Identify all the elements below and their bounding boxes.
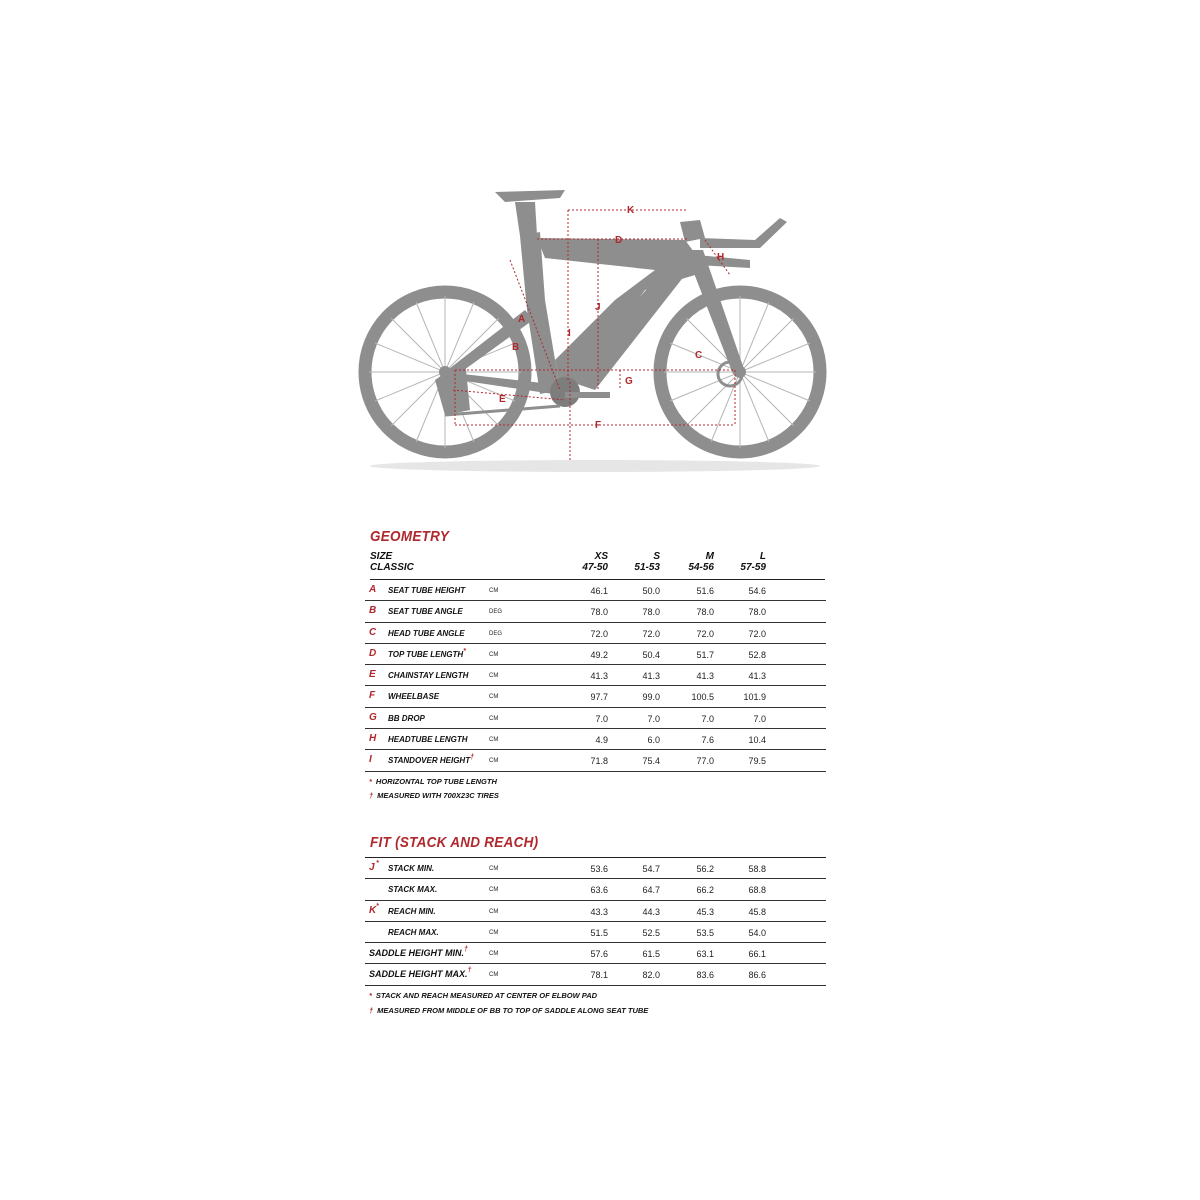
row-unit: CM <box>489 758 499 765</box>
row-letter: K <box>369 904 377 916</box>
geometry-row <box>365 580 826 601</box>
row-name-text: SEAT TUBE HEIGHT <box>388 586 466 595</box>
row-value: 54.0 <box>748 927 766 938</box>
note-mark: † <box>369 1006 374 1015</box>
row-name-mark: † <box>464 946 468 954</box>
geometry-row <box>365 665 826 686</box>
diagram-label-j: J <box>595 302 601 313</box>
row-name-mark: † <box>470 754 474 762</box>
row-value: 7.0 <box>701 713 714 724</box>
row-value: 44.3 <box>642 906 660 917</box>
row-letter-mark: * <box>376 902 379 910</box>
row-value: 61.5 <box>642 949 660 960</box>
row-value: 82.0 <box>642 970 660 981</box>
note-text: STACK AND REACH MEASURED AT CENTER OF ELBOW PAD <box>375 991 598 1000</box>
geometry-row <box>365 750 826 771</box>
row-name-text: REACH MAX. <box>388 927 439 937</box>
row-value: 43.3 <box>590 906 608 917</box>
row-value: 64.7 <box>642 885 660 896</box>
row-name-text: BB DROP <box>388 713 425 723</box>
geometry-row <box>365 708 826 729</box>
row-name <box>388 586 465 595</box>
row-value: 53.5 <box>696 927 714 938</box>
row-value: 41.3 <box>590 671 608 682</box>
fit-row <box>365 964 826 985</box>
row-unit: DEG <box>489 630 503 637</box>
row-letter: I <box>369 754 372 766</box>
row-value: 63.6 <box>590 885 608 896</box>
row-value: 6.0 <box>647 735 660 746</box>
geometry-table <box>365 580 826 772</box>
fit-row <box>365 858 826 879</box>
row-value: 52.5 <box>642 927 660 938</box>
fit-row <box>365 922 826 943</box>
geometry-row <box>365 729 826 750</box>
fit-row <box>365 901 826 922</box>
row-value: 75.4 <box>642 756 660 767</box>
row-value: 7.0 <box>647 713 660 724</box>
geometry-row <box>365 686 826 707</box>
fit-title: FIT (STACK AND REACH) <box>370 834 539 851</box>
row-value: 56.2 <box>696 864 714 874</box>
note-text: MEASURED FROM MIDDLE OF BB TO TOP OF SADDLE ALONG SEAT TUBE <box>377 1006 649 1015</box>
row-name <box>388 671 468 680</box>
row-value: 7.0 <box>753 713 766 724</box>
row-value: 4.9 <box>595 735 608 746</box>
row-name-text: SEAT TUBE ANGLE <box>388 607 463 617</box>
note-mark: * <box>369 991 372 1000</box>
row-value: 79.5 <box>748 756 766 767</box>
row-letter: B <box>369 605 377 617</box>
size-label: SIZE <box>370 551 393 562</box>
row-value: 72.0 <box>748 628 766 639</box>
row-value: 99.0 <box>642 692 660 703</box>
note-text: MEASURED WITH 700X23C TIRES <box>377 791 499 800</box>
row-value: 100.5 <box>691 692 714 703</box>
row-value: 77.0 <box>696 756 714 767</box>
row-value: 72.0 <box>590 628 608 639</box>
fit-note <box>369 991 597 1000</box>
row-name <box>388 864 434 873</box>
size-range: 51-53 <box>634 562 660 573</box>
row-unit: CM <box>489 588 499 594</box>
size-header <box>370 551 825 580</box>
row-value: 51.5 <box>590 927 608 938</box>
fit-row <box>365 943 826 964</box>
geometry-row <box>365 623 826 644</box>
row-value: 101.9 <box>743 692 766 703</box>
row-unit: CM <box>489 908 499 915</box>
geometry-row <box>365 601 826 622</box>
fit-table <box>365 858 826 986</box>
row-letter: G <box>369 711 377 723</box>
row-unit: CM <box>489 715 499 722</box>
row-value: 68.8 <box>748 885 766 896</box>
row-letter: D <box>369 647 377 659</box>
row-name-text: HEAD TUBE ANGLE <box>388 628 465 638</box>
row-unit: CM <box>489 737 499 744</box>
note-text: HORIZONTAL TOP TUBE LENGTH <box>375 777 497 786</box>
row-unit: CM <box>489 651 499 658</box>
row-letter-wrap <box>376 902 379 916</box>
diagram-label-g: G <box>625 376 633 387</box>
row-name <box>388 928 439 937</box>
size-code: M <box>705 551 714 562</box>
size-range: 54-56 <box>688 562 714 573</box>
row-value: 41.3 <box>748 671 766 682</box>
diagram-label-c: C <box>695 350 703 361</box>
row-name-text: STACK MIN. <box>388 864 435 873</box>
row-value: 83.6 <box>696 970 714 981</box>
size-range: 47-50 <box>582 562 608 573</box>
bike-geometry-diagram <box>355 180 835 500</box>
geometry-note <box>369 777 497 786</box>
row-unit: CM <box>489 951 499 958</box>
row-unit: DEG <box>489 609 503 616</box>
row-letter: F <box>369 690 376 702</box>
row-unit: CM <box>489 972 499 979</box>
row-value: 46.1 <box>590 586 608 596</box>
diagram-label-i: I <box>568 328 571 339</box>
row-value: 7.0 <box>595 713 608 724</box>
diagram-label-k: K <box>627 205 635 216</box>
row-letter-wrap <box>376 862 379 873</box>
note-mark: * <box>369 777 372 786</box>
row-value: 63.1 <box>696 949 714 960</box>
row-name-text: STACK MAX. <box>388 885 438 895</box>
row-value: 54.7 <box>642 864 660 874</box>
row-value: 71.8 <box>590 756 608 767</box>
row-unit: CM <box>489 866 499 872</box>
row-name <box>388 647 466 659</box>
size-range: 57-59 <box>740 562 766 573</box>
row-name-mark: † <box>467 967 472 975</box>
row-value: 54.6 <box>748 586 766 596</box>
fit-note <box>369 1006 648 1015</box>
geometry-note <box>369 791 499 800</box>
row-name <box>369 948 468 958</box>
row-name-mark: * <box>463 647 466 655</box>
row-value: 41.3 <box>696 671 714 682</box>
row-value: 78.0 <box>642 607 660 618</box>
geometry-title: GEOMETRY <box>370 528 450 545</box>
row-value: 45.8 <box>748 906 766 917</box>
row-value: 50.0 <box>642 586 660 596</box>
row-value: 7.6 <box>701 735 714 746</box>
row-name <box>388 735 468 744</box>
row-value: 66.2 <box>696 885 714 896</box>
row-name <box>388 607 463 616</box>
row-name <box>388 629 465 638</box>
fit-row <box>365 879 826 900</box>
row-name <box>388 885 437 894</box>
row-name-text: HEADTUBE LENGTH <box>388 735 468 745</box>
row-name-text: SADDLE HEIGHT MAX. <box>369 969 468 980</box>
size-code: S <box>653 551 660 562</box>
row-value: 49.2 <box>590 649 608 660</box>
diagram-label-a: A <box>518 314 526 325</box>
row-value: 86.6 <box>748 970 766 981</box>
size-code: XS <box>594 551 608 562</box>
row-value: 51.7 <box>696 649 714 660</box>
row-letter-mark: * <box>376 860 379 867</box>
row-name <box>388 756 474 765</box>
row-value: 58.8 <box>748 864 766 874</box>
row-name-text: CHAINSTAY LENGTH <box>388 671 469 681</box>
row-unit: CM <box>489 673 499 680</box>
row-name <box>388 714 425 723</box>
size-code: L <box>759 551 766 562</box>
diagram-label-d: D <box>615 235 623 246</box>
row-letter: A <box>369 584 377 595</box>
row-name-text: REACH MIN. <box>388 906 436 916</box>
row-value: 78.0 <box>696 607 714 618</box>
note-mark: † <box>369 791 374 800</box>
diagram-label-e: E <box>499 394 506 405</box>
row-letter: E <box>369 669 376 681</box>
row-letter: J <box>369 862 375 873</box>
row-name-text: TOP TUBE LENGTH <box>388 649 464 659</box>
row-unit: CM <box>489 887 499 894</box>
geometry-row <box>365 644 826 665</box>
row-value: 50.4 <box>642 649 660 660</box>
row-name-text: SADDLE HEIGHT MIN. <box>369 948 465 959</box>
row-value: 51.6 <box>696 586 714 596</box>
row-name <box>388 692 439 701</box>
classic-label: CLASSIC <box>370 562 414 573</box>
diagram-label-h: H <box>717 252 725 263</box>
diagram-label-f: F <box>595 420 602 431</box>
row-name <box>369 969 471 979</box>
row-value: 10.4 <box>748 735 766 746</box>
row-unit: CM <box>489 929 499 936</box>
row-value: 41.3 <box>642 671 660 682</box>
row-name <box>388 907 436 916</box>
row-letter: C <box>369 626 377 638</box>
row-value: 78.0 <box>748 607 766 618</box>
row-value: 97.7 <box>590 692 608 703</box>
row-value: 78.1 <box>590 970 608 981</box>
row-value: 57.6 <box>590 949 608 960</box>
row-value: 66.1 <box>748 949 766 960</box>
diagram-label-b: B <box>512 342 520 353</box>
row-value: 53.6 <box>590 864 608 874</box>
row-value: 45.3 <box>696 906 714 917</box>
row-letter: H <box>369 733 377 745</box>
row-value: 72.0 <box>642 628 660 639</box>
row-name-text: WHEELBASE <box>388 692 440 702</box>
row-name-text: STANDOVER HEIGHT <box>388 756 471 766</box>
row-unit: CM <box>489 694 499 701</box>
row-value: 52.8 <box>748 649 766 660</box>
row-value: 72.0 <box>696 628 714 639</box>
row-value: 78.0 <box>590 607 608 618</box>
